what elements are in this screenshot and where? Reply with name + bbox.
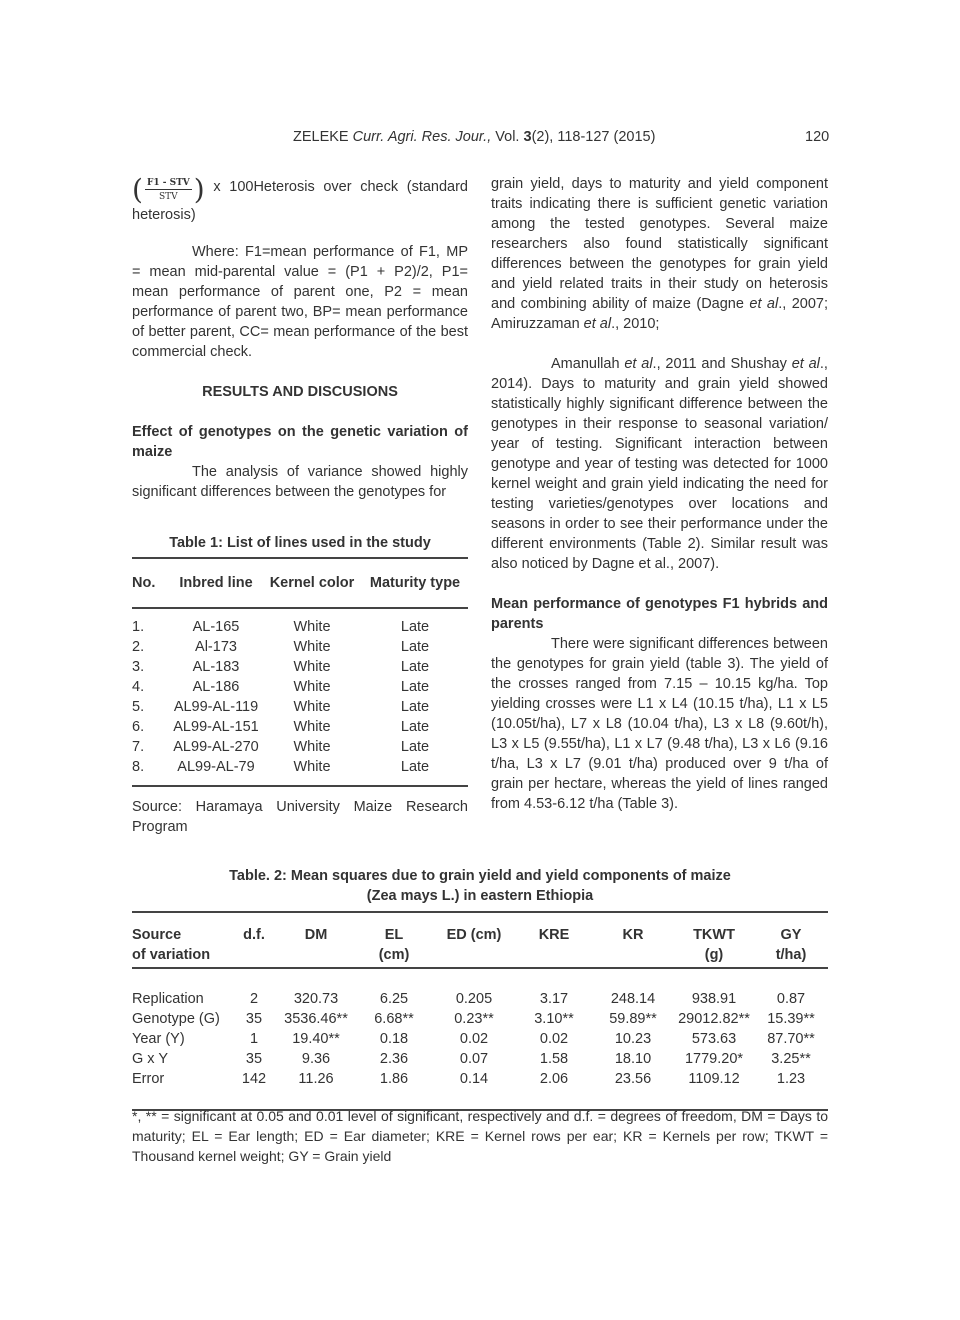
table1-row	[132, 737, 468, 757]
col-maturity-type: Maturity type	[369, 575, 461, 591]
cell-gy: 3.25**	[771, 1051, 811, 1067]
table2-header-row-1	[132, 912, 828, 947]
kernel-color: White	[293, 619, 331, 635]
vol-prefix: Vol.	[495, 129, 520, 145]
denominator: STV	[159, 192, 178, 202]
et-al: et al	[749, 296, 779, 312]
col-gy: GY	[780, 927, 802, 943]
inbred-line: AL-183	[192, 659, 240, 675]
cell-kr: 10.23	[614, 1031, 652, 1047]
et-al: et al	[791, 356, 820, 372]
table1-row	[132, 677, 468, 697]
row-number: 7.	[132, 739, 145, 755]
col-df: d.f.	[243, 927, 265, 943]
kernel-color: White	[293, 639, 331, 655]
cell-source: Genotype (G)	[132, 1011, 220, 1027]
table2-row	[132, 1049, 828, 1069]
inbred-line: AL-165	[192, 619, 240, 635]
cell-ed: 0.205	[455, 991, 493, 1007]
right-paragraph-3: There were significant differences between the genotypes for grain yield (table 3). The yield of the crosses ranged from 7.15 – 10.15 kg/ha. Top yielding crosses were L1 x L4 (10.15 t/ha), L1 x L5 (10.05t/ha), L7 x L8 (10.04 t/ha), L3 x L8 (9.60t/h), L3 x L5 (9.55t/ha), L1 x L7 (9.48 t/ha), L3 x L6 (9.16 t/ha, L3 x L7 (9.01 t/ha) produced over 9 t/ha of grain per hectare, whereas the yield of lines ranged from 4.53-6.12 t/ha (Table 3).	[491, 636, 828, 812]
table2-row	[132, 1009, 828, 1029]
col-tkwt-line2: (g)	[704, 947, 724, 963]
cell-ed: 0.23**	[454, 1011, 494, 1027]
table2-caption-line2: (Zea mays L.) in eastern Ethiopia	[366, 888, 594, 904]
cell-dm: 19.40**	[292, 1031, 340, 1047]
text: Amanullah	[551, 356, 625, 372]
row-number: 2.	[132, 639, 145, 655]
row-number: 4.	[132, 679, 145, 695]
table2-footnote: *, ** = significant at 0.05 and 0.01 level of significant, respectively and d.f. = degrees of freedom, DM = Days to maturity; EL = Ear length; ED = Ear diameter; KRE = Kernel rows per ear; KR = Kernels per row; TKWT = Thousand kernel weight; GY = Grain yield	[132, 1108, 828, 1164]
table1-row	[132, 717, 468, 737]
table2-row	[132, 1029, 828, 1049]
row-number: 3.	[132, 659, 145, 675]
table2-row	[132, 989, 828, 1009]
text: ., 2007; Amiruzzaman	[491, 296, 828, 332]
row-number: 1.	[132, 619, 145, 635]
table1-bottom-rule	[132, 785, 468, 787]
cell-ed: 0.02	[459, 1031, 489, 1047]
table1-block	[132, 533, 468, 837]
col-el-line2: (cm)	[378, 947, 410, 963]
maturity-type: Late	[400, 739, 430, 755]
journal-name: Curr. Agri. Res. Jour.,	[352, 129, 492, 145]
cell-dm: 3536.46**	[284, 1011, 348, 1027]
text: ., 2010;	[611, 316, 660, 332]
cell-ed: 0.07	[459, 1051, 489, 1067]
cell-kre: 3.17	[539, 991, 569, 1007]
kernel-color: White	[293, 739, 331, 755]
right-paragraph-2	[491, 354, 828, 574]
maturity-type: Late	[400, 699, 430, 715]
right-subheading: Mean performance of genotypes F1 hybrids and parents	[491, 596, 828, 632]
table1-row	[132, 697, 468, 717]
table1-source: Source: Haramaya University Maize Research Program	[132, 799, 468, 835]
inbred-line: AL99-AL-119	[173, 699, 259, 715]
cell-source: Year (Y)	[132, 1031, 185, 1047]
cell-tkwt: 1109.12	[688, 1071, 740, 1087]
col-df-line2	[232, 947, 276, 968]
cell-kr: 59.89**	[609, 1011, 657, 1027]
col-tkwt: TKWT	[693, 927, 735, 943]
table2-body	[132, 989, 828, 1089]
cell-gy: 1.23	[776, 1071, 806, 1087]
table1-caption: Table 1: List of lines used in the study	[169, 535, 431, 551]
formula-suffix: x 100Heterosis over check (standard heterosis)	[132, 179, 468, 223]
kernel-color: White	[293, 659, 331, 675]
where-paragraph: Where: F1=mean performance of F1, MP = mean mid-parental value = (P1 + P2)/2, P1= mean performance of parent one, P2 = mean performance of parent two, BP= mean performance of better parent, CC= mean performance of the best commercial check.	[132, 244, 468, 360]
cell-source: Error	[132, 1071, 165, 1087]
table1	[132, 557, 468, 777]
table2-spacer	[132, 968, 828, 989]
inbred-line: AL99-AL-151	[173, 719, 259, 735]
cell-kr: 18.10	[614, 1051, 652, 1067]
row-number: 5.	[132, 699, 145, 715]
col-ed-line2	[432, 947, 516, 968]
right-paren: )	[193, 173, 205, 206]
table2	[132, 911, 828, 1111]
et-al: et al	[583, 316, 612, 332]
cell-el: 2.36	[379, 1051, 409, 1067]
table2-caption	[132, 866, 828, 906]
col-el: EL	[384, 927, 404, 943]
table1-header-row	[132, 558, 468, 608]
cell-df: 35	[245, 1011, 263, 1027]
anova-paragraph: The analysis of variance showed highly significant differences between the genotypes for	[132, 464, 468, 500]
cell-source: Replication	[132, 991, 204, 1007]
maturity-type: Late	[400, 759, 430, 775]
col-dm: DM	[304, 927, 328, 943]
cell-dm: 9.36	[301, 1051, 331, 1067]
cell-el: 0.18	[379, 1031, 409, 1047]
maturity-type: Late	[400, 639, 430, 655]
table1-row	[132, 657, 468, 677]
left-column	[132, 173, 468, 502]
col-ed: ED (cm)	[446, 927, 502, 943]
table2-caption-line1: Table. 2: Mean squares due to grain yield and yield components of maize	[229, 868, 731, 884]
cell-kre: 2.06	[539, 1071, 569, 1087]
cell-gy: 87.70**	[767, 1031, 815, 1047]
table1-body	[132, 608, 468, 777]
col-source-line2: of variation	[132, 947, 211, 963]
right-paragraph-1	[491, 174, 828, 334]
col-kr-line2	[592, 947, 674, 968]
cell-gy: 0.87	[776, 991, 806, 1007]
cell-gy: 15.39**	[767, 1011, 815, 1027]
kernel-color: White	[293, 719, 331, 735]
cell-kr: 23.56	[614, 1071, 652, 1087]
text: ., 2014). Days to maturity and grain yield showed statistically highly significant difference between the genotypes in their response to seasonal variation/ year of testing. Significant interaction between genotype and year of testing was detected for 1000 kernel weight and grain yield indicating the need for testing varieties/genotypes over locations and seasons in order to see their performance under the different environments (Table 2). Similar result was also noticed by Dagne et al., 2007).	[491, 356, 828, 572]
cell-source: G x Y	[132, 1051, 168, 1067]
kernel-color: White	[293, 699, 331, 715]
col-kre: KRE	[538, 927, 570, 943]
inbred-line: Al-173	[195, 639, 237, 655]
table2-header-row-2	[132, 947, 828, 968]
maturity-type: Late	[400, 659, 430, 675]
table1-row	[132, 757, 468, 777]
volume: 3	[523, 129, 532, 145]
col-kr: KR	[622, 927, 644, 943]
maturity-type: Late	[400, 619, 430, 635]
col-inbred-line: Inbred line	[179, 575, 253, 591]
right-column	[491, 174, 828, 814]
cell-dm: 320.73	[293, 991, 339, 1007]
numerator: F1 - STV	[146, 178, 190, 188]
issue-pages-year: (2), 118-127 (2015)	[531, 129, 656, 145]
row-number: 6.	[132, 719, 145, 735]
col-kre-line2	[516, 947, 592, 968]
table2-row	[132, 1069, 828, 1089]
inbred-line: AL99-AL-79	[177, 759, 255, 775]
inbred-line: AL99-AL-270	[173, 739, 259, 755]
formula-line	[132, 173, 468, 226]
fraction	[145, 177, 192, 203]
cell-kre: 1.58	[539, 1051, 569, 1067]
heterosis-formula	[132, 173, 205, 206]
section-heading: RESULTS AND DISCUSIONS	[202, 384, 398, 400]
cell-ed: 0.14	[459, 1071, 489, 1087]
et-al: et al	[624, 356, 653, 372]
cell-tkwt: 1779.20*	[684, 1051, 744, 1067]
kernel-color: White	[293, 759, 331, 775]
maturity-type: Late	[400, 719, 430, 735]
col-no: No.	[132, 575, 156, 591]
text: grain yield, days to maturity and yield component traits indicating there is sufficient genetic variation among the tested genotypes. Several maize researchers also found statistically significant differences between the genotypes for grain yield and yield related traits in their study on heterosis and combining ability of maize (Dagne	[491, 176, 828, 312]
left-paren: (	[132, 173, 143, 206]
text: ., 2011 and Shushay	[652, 356, 792, 372]
subheading: Effect of genotypes on the genetic variation of maize	[132, 424, 468, 460]
cell-kre: 3.10**	[534, 1011, 574, 1027]
cell-kr: 248.14	[610, 991, 656, 1007]
table1-row	[132, 608, 468, 637]
cell-tkwt: 573.63	[691, 1031, 737, 1047]
cell-el: 1.86	[379, 1071, 409, 1087]
page-number: 120	[805, 129, 830, 145]
col-gy-line2: t/ha)	[775, 947, 807, 963]
cell-el: 6.68**	[374, 1011, 414, 1027]
cell-df: 35	[245, 1051, 263, 1067]
cell-tkwt: 938.91	[691, 991, 737, 1007]
col-kernel-color: Kernel color	[269, 575, 355, 591]
row-number: 8.	[132, 759, 145, 775]
cell-df: 1	[249, 1031, 259, 1047]
cell-df: 142	[241, 1071, 267, 1087]
col-dm-line2	[276, 947, 356, 968]
citation	[293, 129, 655, 145]
maturity-type: Late	[400, 679, 430, 695]
kernel-color: White	[293, 679, 331, 695]
cell-df: 2	[249, 991, 259, 1007]
cell-kre: 0.02	[539, 1031, 569, 1047]
cell-tkwt: 29012.82**	[678, 1011, 750, 1027]
cell-dm: 11.26	[298, 1071, 334, 1087]
table1-row	[132, 637, 468, 657]
author: ZELEKE	[293, 129, 349, 145]
cell-el: 6.25	[379, 991, 409, 1007]
col-source: Source	[132, 927, 182, 943]
inbred-line: AL-186	[192, 679, 240, 695]
